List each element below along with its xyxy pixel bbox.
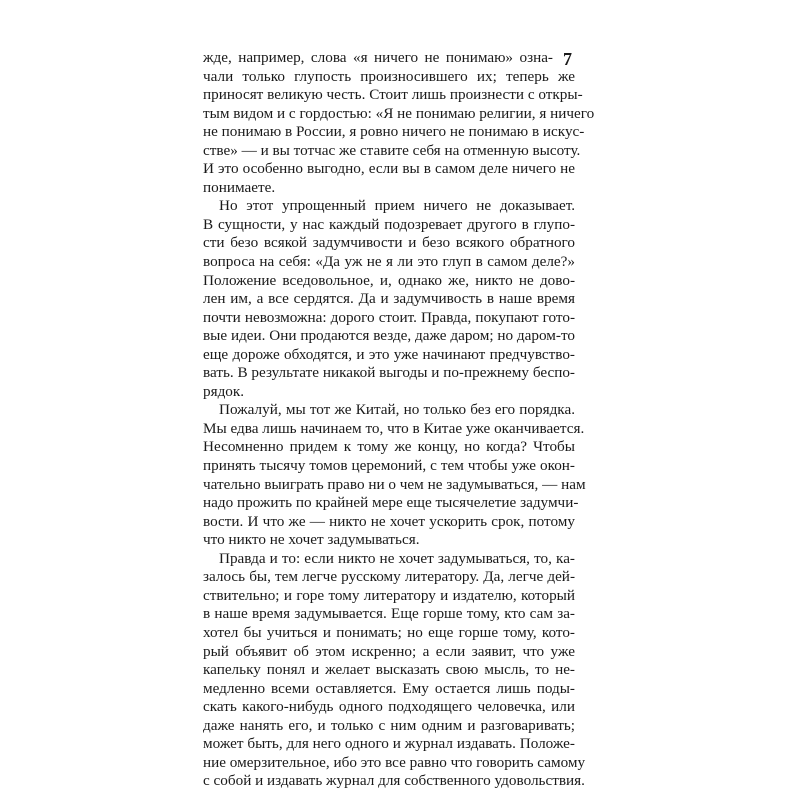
text-line: хотел бы учиться и понимать; но еще горше тому, кото- [203, 623, 575, 641]
text-line: лен им, а все сердятся. Да и задумчивость в наше время [203, 290, 575, 308]
paragraph-4 [203, 549, 586, 791]
text-line: чали только глупость произносившего их; теперь же [203, 67, 575, 85]
text-line: с собой и издавать журнал для собственного удовольствия. [203, 772, 585, 790]
text-line: даже нанять его, и только с ним одним и разговаривать; [203, 716, 575, 734]
text-line: сти безо всякой задумчивости и безо всякого обратного [203, 234, 575, 252]
text-line: медленно всеми оставляется. Ему остается лишь поды- [203, 679, 575, 697]
page-number: 7 [563, 49, 572, 69]
text-line: принять тысячу томов церемоний, с тем чтобы уже окон- [203, 457, 575, 475]
text-line: Правда и то: если никто не хочет задумываться, то, ка- [219, 549, 575, 567]
text-line: Пожалуй, мы тот же Китай, но только без его порядка. [219, 401, 575, 419]
text-line: вости. И что же — никто не хочет ускорить срок, потому [203, 512, 575, 530]
text-line: еще дороже обходятся, и это уже начинают предчувство- [203, 345, 575, 363]
text-line: вать. В результате никакой выгоды и по-прежнему беспо- [203, 364, 575, 382]
text-line: И это особенно выгодно, если вы в самом деле ничего не [203, 160, 575, 178]
text-line: ствительно; и горе тому литератору и издателю, который [203, 586, 575, 604]
text-line: Мы едва лишь начинаем то, что в Китае уже оканчивается. [203, 419, 585, 437]
text-line: жде, например, слова «я ничего не понимаю» озна- [203, 49, 553, 66]
text-line: В сущности, у нас каждый подозревает другого в глупо- [203, 215, 575, 233]
text-line: почти невозможна: дорого стоит. Правда, покупают гото- [203, 308, 575, 326]
text-line: не понимаю в России, я ровно ничего не понимаю в искус- [203, 123, 585, 141]
text-line: что никто не хочет задумываться. [203, 531, 420, 549]
text-line: Несомненно придем к тому же концу, но когда? Чтобы [203, 438, 575, 456]
text-line: залось бы, тем легче русскому литератору. Да, легче дей- [203, 568, 575, 586]
text-line: чательно выиграть право ни о чем не задумываться, — нам [203, 475, 586, 493]
text-line: ние омерзительное, ибо это все равно что говорить самому [203, 753, 586, 771]
paragraph-3 [203, 401, 586, 549]
text-line: вопроса на себя: «Да уж не я ли это глуп в самом деле?» [203, 253, 575, 271]
text-line: стве» — и вы тотчас же ставите себя на отменную высоту. [203, 141, 581, 159]
body-text [203, 49, 595, 791]
text-line: Но этот упрощенный прием ничего не доказывает. [219, 197, 575, 215]
paragraph-1 [203, 49, 595, 197]
text-line: рый объявит об этом искренно; а если заявит, что уже [203, 642, 575, 660]
text-line: скать какого-нибудь одного подходящего человечка, или [203, 698, 575, 716]
text-line: рядок. [203, 382, 245, 400]
text-line: приносят великую честь. Стоит лишь произнести с откры- [203, 86, 583, 104]
text-line: вые идеи. Они продаются везде, даже даром; но даром-то [203, 327, 575, 345]
text-line: Положение вседовольное, и, однако же, никто не дово- [203, 271, 575, 289]
text-line: капельку понял и желает высказать свою мысль, то не- [203, 661, 575, 679]
paragraph-2 [203, 197, 575, 401]
text-line: в наше время задумывается. Еще горше тому, кто сам за- [203, 605, 575, 623]
text-line: понимаете. [203, 178, 276, 196]
text-line: тым видом и с гордостью: «Я не понимаю религии, я ничего [203, 104, 595, 122]
text-line: может быть, для него одного и журнал издавать. Положе- [203, 735, 575, 753]
text-line: надо прожить по крайней мере еще тысячелетие задумчи- [203, 494, 579, 512]
